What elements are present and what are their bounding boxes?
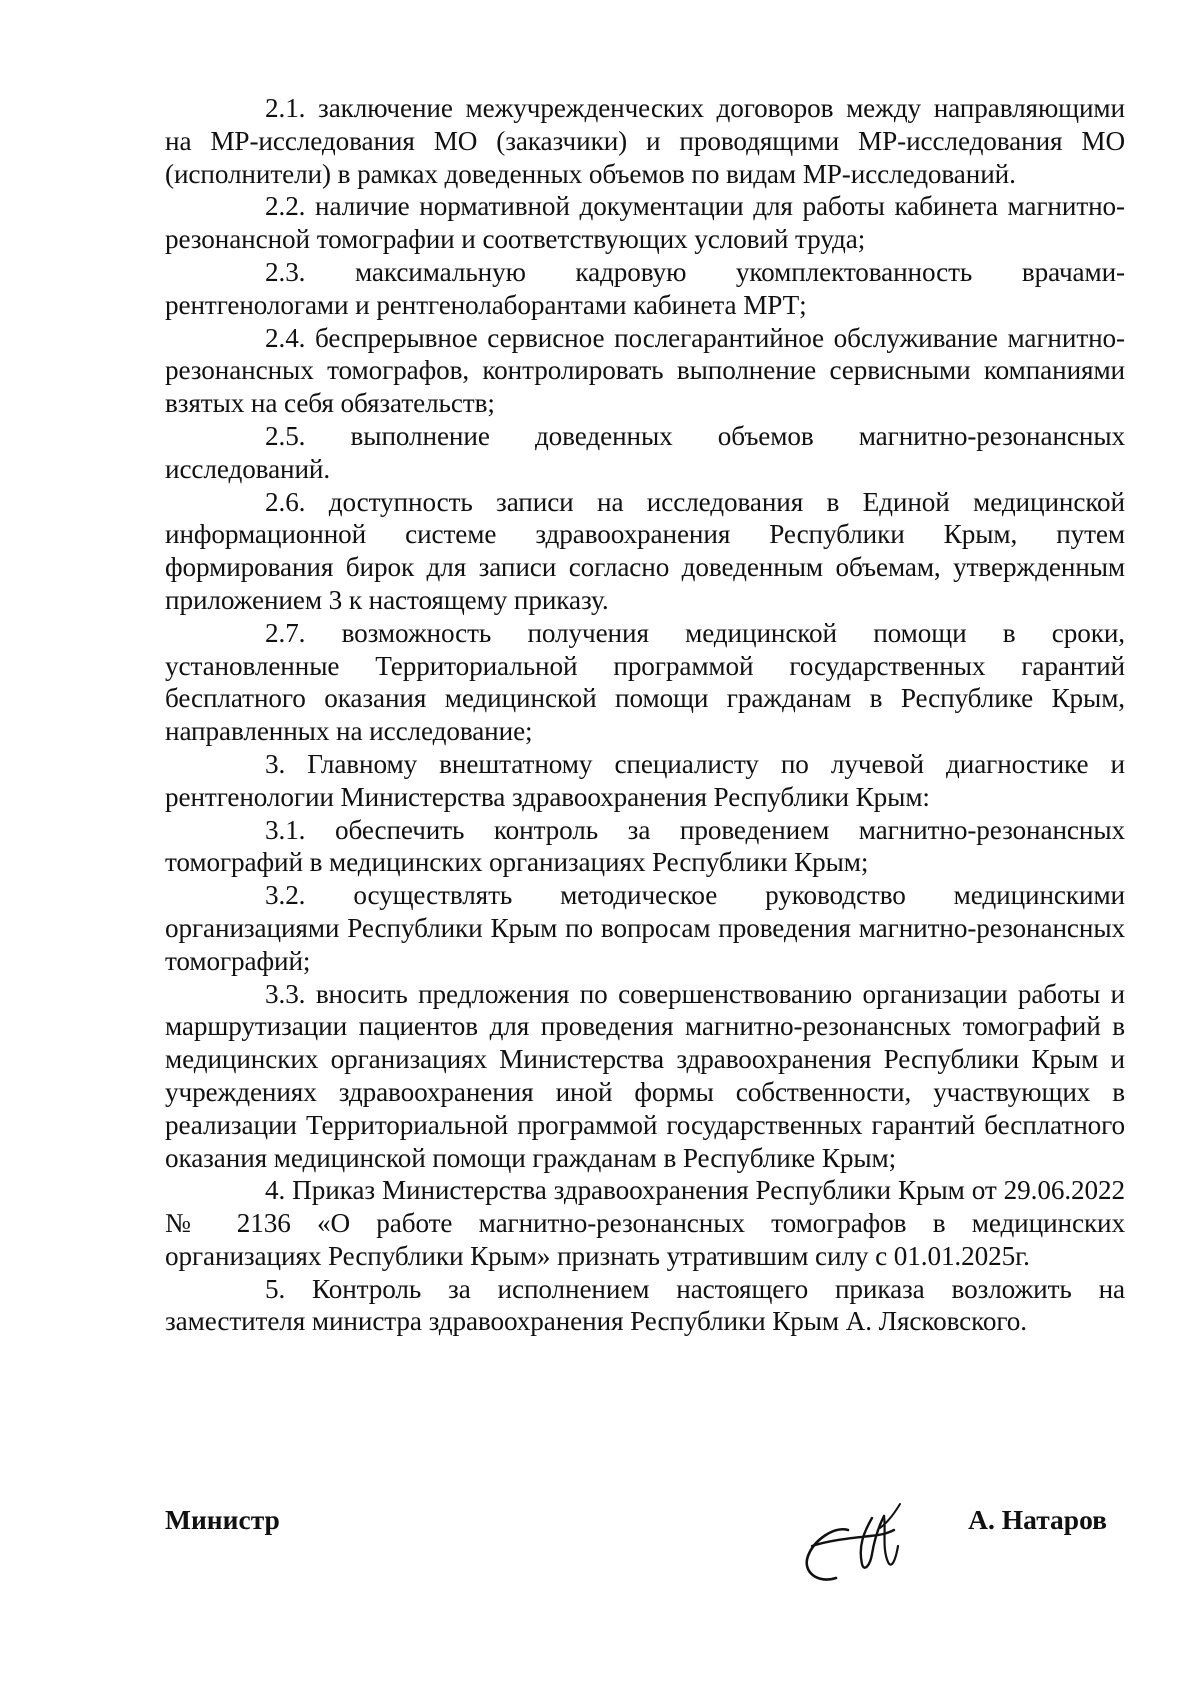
signatory-name: А. Натаров (968, 1504, 1107, 1535)
paragraph-3-2: 3.2. осуществлять методическое руководство медицинскими организациями Республики Крым по вопросам проведения магнитно-резонансных томографий; (165, 880, 1125, 976)
paragraph-2-3: 2.3. максимальную кадровую укомплектованность врачами-рентгенологами и рентгенолаборантами кабинета МРТ; (165, 256, 1125, 320)
paragraph-2-4: 2.4. беспрерывное сервисное послегарантийное обслуживание магнитно-резонансных томографов, контролировать выполнение сервисными компаниями взятых на себя обязательств; (165, 322, 1125, 419)
signatory-title: Министр (165, 1504, 280, 1535)
paragraph-4: 4. Приказ Министерства здравоохранения Республики Крым от 29.06.2022 № 2136 «О работе магнитно-резонансных томографов в медицинских организациях Республики Крым» признать утратившим силу с 01.01.2025г. (165, 1175, 1125, 1271)
paragraph-3-1: 3.1. обеспечить контроль за проведением магнитно-резонансных томографий в медицинских организациях Республики Крым; (165, 814, 1125, 878)
paragraph-3-3: 3.3. вносить предложения по совершенствованию организации работы и маршрутизации пациентов для проведения магнитно-резонансных томографий в медицинских организациях Министерства здравоохранения Республики Крым и учреждениях здравоохранения иной формы собственности, участвующих в реализации Территориальной программой государственных гарантий бесплатного оказания медицинской помощи гражданам в Республике Крым; (165, 978, 1125, 1173)
signature-block (165, 1504, 1125, 1544)
paragraph-2-1: 2.1. заключение межучрежденческих договоров между направляющими на МР-исследования МО (заказчики) и проводящими МР-исследования МО (исполнители) в рамках доведенных объемов по видам МР-исследований. (165, 93, 1125, 189)
document-body (165, 92, 1125, 1338)
paragraph-2-6: 2.6. доступность записи на исследования в Единой медицинской информационной системе здравоохранения Республики Крым, путем формирования бирок для записи согласно доведенным объемам, утвержденным приложением 3 к настоящему приказу. (165, 486, 1125, 615)
handwritten-signature-icon (800, 1488, 930, 1598)
paragraph-2-7: 2.7. возможность получения медицинской помощи в сроки, установленные Территориальной программой государственных гарантий бесплатного оказания медицинской помощи гражданам в Республике Крым, направленных на исследование; (165, 617, 1125, 747)
paragraph-3: 3. Главному внештатному специалисту по лучевой диагностике и рентгенологии Министерства здравоохранения Республики Крым: (165, 748, 1125, 812)
paragraph-2-5: 2.5. выполнение доведенных объемов магнитно-резонансных исследований. (165, 420, 1125, 484)
paragraph-5: 5. Контроль за исполнением настоящего приказа возложить на заместителя министра здравоохранения Республики Крым А. Лясковского. (165, 1273, 1125, 1337)
paragraph-2-2: 2.2. наличие нормативной документации для работы кабинета магнитно-резонансной томографии и соответствующих условий труда; (165, 191, 1125, 255)
